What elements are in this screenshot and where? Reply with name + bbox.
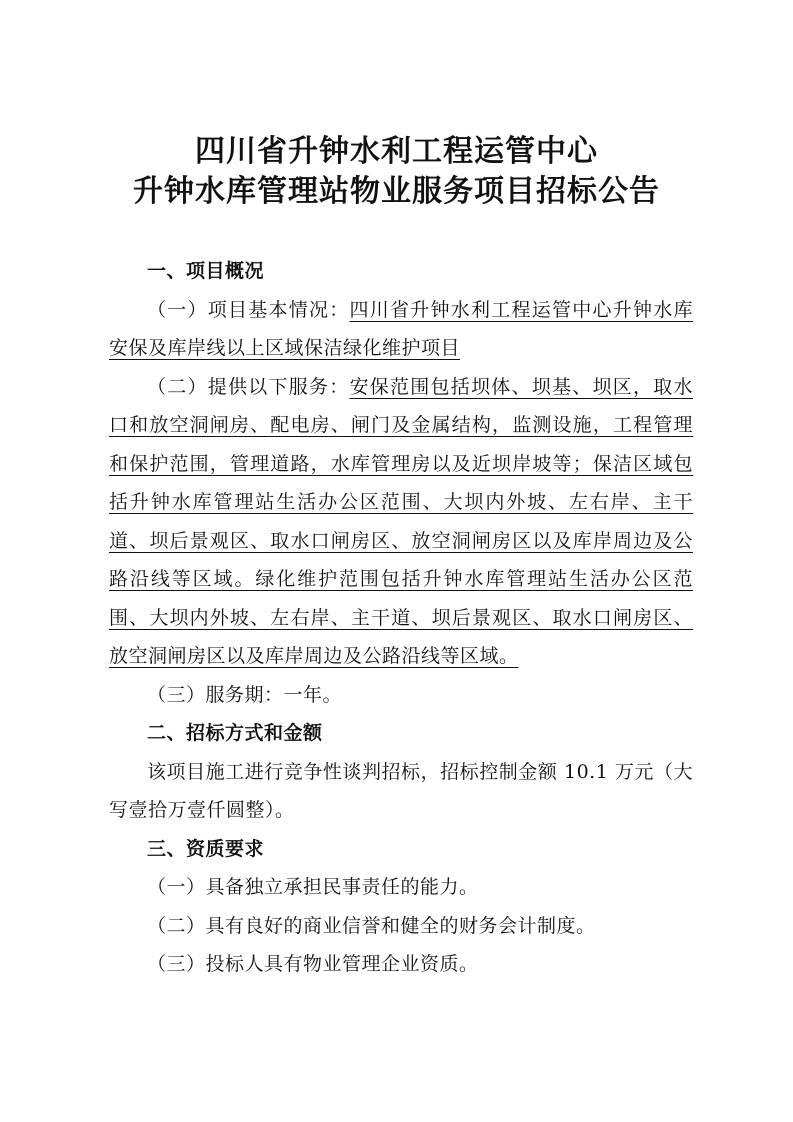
section-1-item-2 — [109, 368, 693, 676]
section-3-item-3: （三）投标人具有物业管理企业资质。 — [147, 953, 479, 975]
section-1-item-2-text: 安保范围包括坝体、坝基、坝区，取水口和放空洞闸房、配电房、闸门及金属结构，监测设施，工程管理和保护范围，管理道路，水库管理房以及近坝岸坡等；保洁区域包括升钟水库管理站生活办公区范围、大坝内外坡、左右岸、主干道、坝后景观区、取水口闸房区、放空洞闸房区以及库岸周边及公路沿线等区域。绿化维护范围包括升钟水库管理站生活办公区范围、大坝内外坡、左右岸、主干道、坝后景观区、取水口闸房区、放空洞闸房区以及库岸周边及公路沿线等区域。 — [109, 375, 693, 667]
section-1-item-3: （三）服务期：一年。 — [147, 683, 343, 706]
title-line-2: 升钟水库管理站物业服务项目招标公告 — [133, 174, 660, 209]
section-3-item-2: （二）具有良好的商业信誉和健全的财务会计制度。 — [147, 914, 596, 937]
section-2-text: 该项目施工进行竞争性谈判招标，招标控制金额 10.1 万元（大写壹拾万壹仟圆整）。 — [109, 760, 693, 821]
section-1-item-1-text: 四川省升钟水利工程运管中心升钟水库安保及库岸线以上区域保洁绿化维护项目 — [109, 298, 693, 359]
section-1-heading: 一、项目概况 — [147, 260, 265, 282]
title-line-1: 四川省升钟水利工程运管中心 — [195, 134, 598, 169]
section-1-item-1 — [109, 291, 693, 368]
section-3-item-1: （一）具备独立承担民事责任的能力。 — [147, 876, 479, 898]
section-2-heading: 二、招标方式和金额 — [147, 722, 323, 744]
section-1-item-1-label: （一）项目基本情况： — [147, 298, 350, 321]
section-3-heading: 三、资质要求 — [147, 837, 265, 860]
document-body — [109, 252, 693, 984]
section-1-item-2-label: （二）提供以下服务： — [147, 375, 350, 398]
